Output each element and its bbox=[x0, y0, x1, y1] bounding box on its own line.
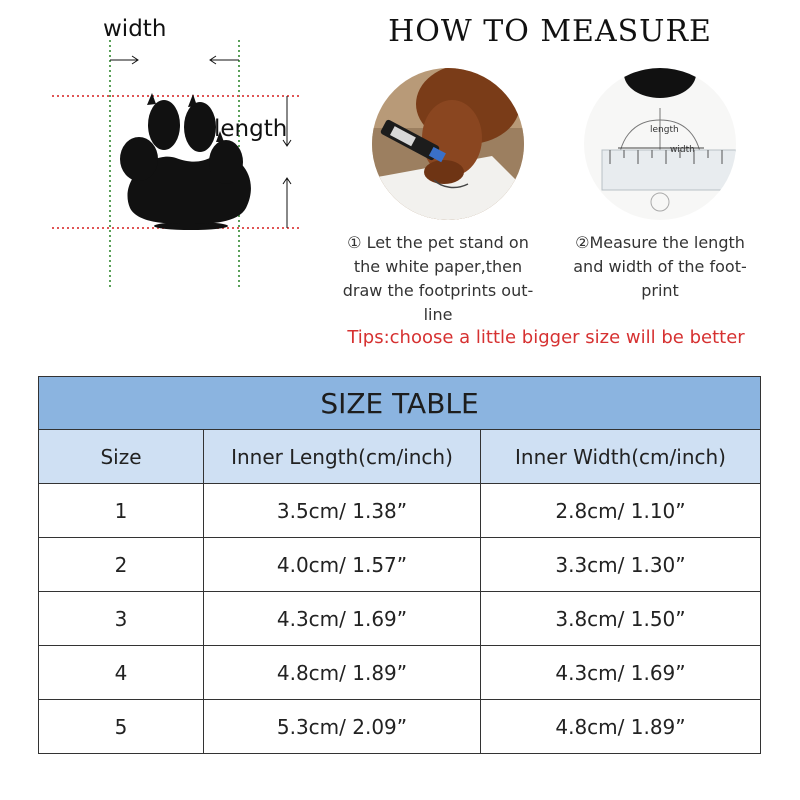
table-row bbox=[39, 538, 761, 592]
table-header-row bbox=[39, 430, 761, 484]
cell-inner-width: 4.8cm/ 1.89” bbox=[481, 700, 761, 754]
cell-inner-length: 4.0cm/ 1.57” bbox=[204, 538, 481, 592]
ruler-width-label: width bbox=[670, 145, 695, 155]
table-row bbox=[39, 484, 761, 538]
cell-size: 1 bbox=[39, 484, 204, 538]
cell-inner-length: 4.8cm/ 1.89” bbox=[204, 646, 481, 700]
paw-diagram bbox=[40, 30, 340, 300]
cell-size: 3 bbox=[39, 592, 204, 646]
paw-print-icon bbox=[40, 30, 340, 300]
size-tip: Tips:choose a little bigger size will be better bbox=[347, 327, 745, 348]
cell-inner-width: 3.3cm/ 1.30” bbox=[481, 538, 761, 592]
ruler-measure-photo bbox=[584, 68, 736, 220]
header-size: Size bbox=[39, 430, 204, 484]
cell-size: 4 bbox=[39, 646, 204, 700]
cell-size: 5 bbox=[39, 700, 204, 754]
header-inner-width: Inner Width(cm/inch) bbox=[481, 430, 761, 484]
step-2-instruction: ②Measure the length and width of the foot-print bbox=[573, 233, 747, 300]
cell-inner-width: 3.8cm/ 1.50” bbox=[481, 592, 761, 646]
cell-inner-length: 5.3cm/ 2.09” bbox=[204, 700, 481, 754]
header-inner-length: Inner Length(cm/inch) bbox=[204, 430, 481, 484]
size-table-title: SIZE TABLE bbox=[39, 377, 761, 430]
cell-inner-length: 4.3cm/ 1.69” bbox=[204, 592, 481, 646]
how-to-measure-title: HOW TO MEASURE bbox=[388, 14, 712, 49]
ruler-length-label: length bbox=[650, 125, 679, 135]
step-1-instruction: ① Let the pet stand on the white paper,then draw the footprints out-line bbox=[342, 233, 534, 324]
width-label: width bbox=[103, 16, 167, 42]
length-label: length bbox=[214, 116, 288, 142]
table-row bbox=[39, 700, 761, 754]
cell-size: 2 bbox=[39, 538, 204, 592]
table-row bbox=[39, 592, 761, 646]
cell-inner-length: 3.5cm/ 1.38” bbox=[204, 484, 481, 538]
size-table bbox=[38, 376, 761, 754]
table-row bbox=[39, 646, 761, 700]
cell-inner-width: 4.3cm/ 1.69” bbox=[481, 646, 761, 700]
dog-paw-tracing-photo bbox=[372, 68, 524, 220]
cell-inner-width: 2.8cm/ 1.10” bbox=[481, 484, 761, 538]
